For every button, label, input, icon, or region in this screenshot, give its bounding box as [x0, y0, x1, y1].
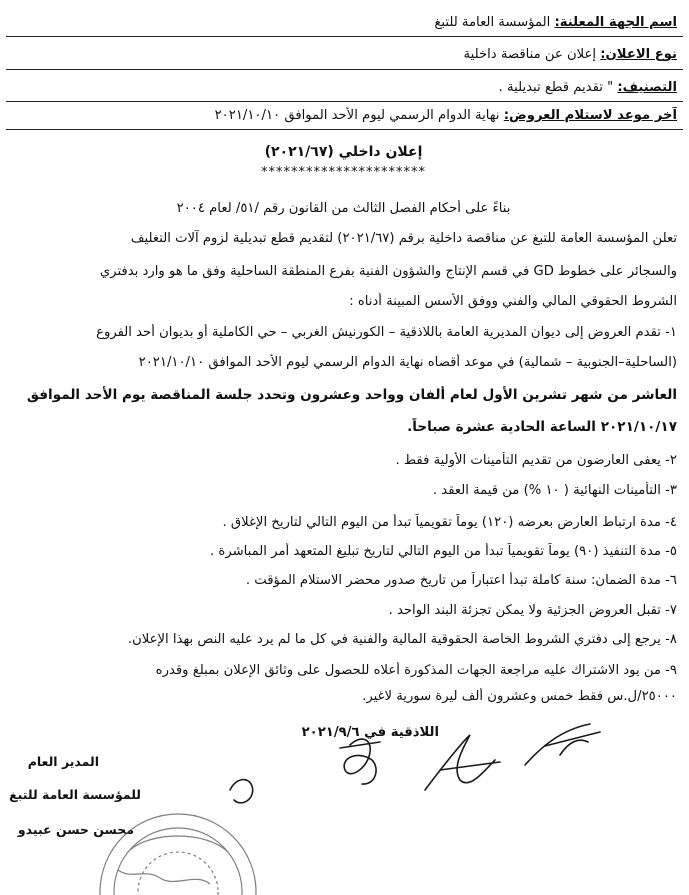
announcement-title: إعلان داخلي (٢٠٢١/٦٧) — [264, 144, 423, 160]
item-1-line: ١- تقدم العروض إلى ديوان المديرية العامة باللاذقية – الكورنيش الغربي – حي الكاملية أو بديوان أحد الفروع — [96, 325, 677, 340]
item-4: ٤- مدة ارتباط العارض بعرضه (١٢٠) يوماً تقويمياً تبدأ من اليوم التالي لتاريخ الإغلاق . — [222, 515, 677, 530]
class-label: التصنيف: — [617, 80, 677, 95]
item-8: ٨- يرجع إلى دفتري الشروط الخاصة الحقوقية المالية والفنية في كل ما لم يرد عليه النص بهذا الإعلان. — [127, 632, 677, 647]
intro-line: الشروط الحقوقي المالي والفني ووفق الأسس المبينة أدناه : — [349, 294, 677, 309]
item-9-continued: ٢٥٠٠٠/ل.س فقط خمس وعشرون ألف ليرة سورية لاغير. — [362, 689, 677, 704]
preamble: بناءً على أحكام الفصل الثالث من القانون رقم /٥١/ لعام ٢٠٠٤ — [176, 201, 511, 216]
item-6: ٦- مدة الضمان: سنة كاملة تبدأ اعتباراً من تاريخ صدور محضر الاستلام المؤقت . — [245, 573, 677, 588]
type-label: نوع الاعلان: — [600, 47, 677, 62]
class-value: " تقديم قطع تبديلية . — [498, 80, 618, 95]
item-7: ٧- تقبل العروض الجزئية ولا يمكن تجزئة البند الواحد . — [388, 603, 677, 618]
signature-name: محسن حسن عبيدو — [17, 822, 134, 837]
entity-value: المؤسسة العامة للتبغ — [434, 15, 555, 30]
item-1-line: العاشر من شهر تشرين الأول لعام ألفان وواحد وعشرون وتحدد جلسة المناقصة يوم الأحد الموافق — [26, 387, 677, 403]
stars-separator: ********************** — [261, 165, 426, 180]
item-1-line: ٢٠٢١/١٠/١٧ الساعة الحادية عشرة صباحاً. — [407, 419, 677, 435]
signature-title: المدير العام — [27, 754, 99, 769]
intro-line: تعلن المؤسسة العامة للتبغ عن مناقصة داخلية برقم (٢٠٢١/٦٧) لتقديم قطع تبديلية لزوم آلات التغليف — [130, 231, 677, 246]
entity-label: اسم الجهة المعلنة: — [554, 15, 677, 30]
item-9: ٩- من يود الاشتراك عليه مراجعة الجهات المذكورة أعلاه للحصول على وثائق الإعلان بمبلغ وقدره — [155, 663, 677, 678]
intro-line: والسجائر على خطوط GD في قسم الإنتاج والشؤون الفنية بفرع المنطقة الساحلية وفق ما هو وارد بدفتري — [99, 264, 677, 279]
place-date: اللاذقية في ٢٠٢١/٩/٦ — [301, 725, 439, 740]
item-2: ٢- يعفى العارضون من تقديم التأمينات الأولية فقط . — [395, 453, 677, 468]
item-1-line: (الساحلية–الجنوبية – شمالية) في موعد أقصاه نهاية الدوام الرسمي ليوم الأحد الموافق ٢٠٢١/١٠/١٠ — [138, 355, 677, 370]
type-value: إعلان عن مناقصة داخلية — [463, 47, 601, 62]
item-3: ٣- التأمينات النهائية ( ١٠ %) من قيمة العقد . — [432, 483, 677, 498]
item-5: ٥- مدة التنفيذ (٩٠) يوماً تقويمياً تبدأ من اليوم التالي لتاريخ تبليغ المتعهد أمر المباشرة . — [210, 544, 677, 559]
deadline-label: آخر موعد لاستلام العروض: — [503, 108, 677, 123]
deadline-value: نهاية الدوام الرسمي ليوم الأحد الموافق ٢٠٢١/١٠/١٠ — [214, 108, 504, 123]
signature-org: للمؤسسة العامة للتبغ — [9, 787, 141, 802]
